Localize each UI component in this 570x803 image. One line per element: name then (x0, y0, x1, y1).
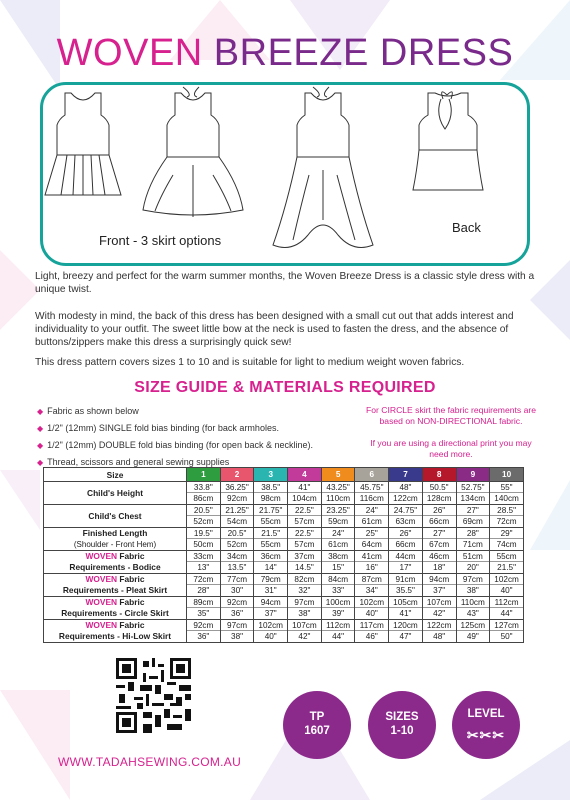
cell-value: 91cm (389, 574, 422, 585)
table-cell (187, 551, 221, 574)
badge-line-1: TP (309, 711, 325, 723)
table-cell (254, 574, 288, 597)
intro-paragraph: Light, breezy and perfect for the warm summer months, the Woven Breeze Dress is a classic style dress with a unique twist. (35, 271, 535, 295)
circle-skirt-note: For CIRCLE skirt the fabric requirements are based on NON-DIRECTIONAL fabric. (365, 405, 537, 426)
background-triangle (0, 470, 40, 530)
size-column-header: 10 (490, 468, 524, 482)
cell-value: 33" (332, 586, 345, 595)
table-cell (355, 528, 389, 551)
cell-value: 43" (466, 609, 479, 618)
cell-value: 35" (197, 609, 210, 618)
table-cell (220, 528, 254, 551)
table-cell (456, 620, 490, 643)
row-label-woven: WOVEN (85, 620, 118, 630)
cell-value: 40" (365, 609, 378, 618)
cell-value: 44" (500, 609, 513, 618)
table-cell (422, 551, 456, 574)
table-cell (220, 574, 254, 597)
cell-value: 110cm (326, 494, 351, 503)
cell-value: 24" (355, 505, 388, 516)
table-cell (456, 482, 490, 505)
cell-value: 89cm (187, 597, 220, 608)
cell-value: 92cm (187, 620, 220, 631)
cell-value: 21.5" (497, 563, 517, 572)
page-title (0, 32, 570, 75)
cell-value: 125cm (457, 620, 490, 631)
cell-value: 112cm (490, 597, 523, 608)
cell-value: 39" (332, 609, 345, 618)
table-cell (254, 505, 288, 528)
cell-value: 38cm (322, 551, 355, 562)
cell-value: 50cm (193, 540, 214, 549)
cell-value: 32" (298, 586, 311, 595)
table-cell (389, 551, 423, 574)
cell-value: 42" (433, 609, 446, 618)
sizes-badge (368, 691, 436, 759)
cell-value: 92cm (227, 494, 248, 503)
cell-value: 52cm (227, 540, 248, 549)
cell-value: 72cm (496, 517, 517, 526)
cell-value: 15" (332, 563, 345, 572)
table-row (44, 620, 524, 643)
cell-value: 61cm (328, 540, 349, 549)
cell-value: 46cm (423, 551, 456, 562)
cell-value: 104cm (292, 494, 317, 503)
table-cell (389, 482, 423, 505)
row-label-text: Child's Chest (88, 510, 142, 521)
cell-value: 38.5" (254, 482, 287, 493)
row-label-woven: WOVEN (85, 574, 118, 584)
material-text: 1/2" (12mm) SINGLE fold bias binding (for back armholes. (47, 423, 279, 433)
table-cell (422, 528, 456, 551)
table-cell (321, 597, 355, 620)
cell-value: 48" (433, 632, 446, 641)
cell-value: 102cm (490, 574, 523, 585)
row-label-subtext: Requirements - Bodice (69, 562, 161, 572)
cell-value: 42" (298, 632, 311, 641)
row-label-text: Finished Length (82, 528, 148, 538)
cell-value: 122cm (393, 494, 418, 503)
cell-value: 72cm (187, 574, 220, 585)
illustration-frame (40, 82, 530, 266)
pattern-code-badge (283, 691, 351, 759)
table-cell (288, 505, 322, 528)
cell-value: 112cm (322, 620, 355, 631)
cell-value: 46" (365, 632, 378, 641)
cell-value: 21.5" (254, 528, 287, 539)
diamond-bullet-icon: ◆ (37, 424, 44, 433)
cell-value: 94cm (423, 574, 456, 585)
material-text: 1/2" (12mm) DOUBLE fold bias binding (for open back & neckline). (47, 440, 313, 450)
cell-value: 38" (231, 632, 244, 641)
table-cell (187, 505, 221, 528)
cell-value: 34" (365, 586, 378, 595)
cell-value: 28" (457, 528, 490, 539)
size-column-header: 7 (389, 468, 423, 482)
size-header: Size (44, 468, 187, 482)
level-badge (452, 691, 520, 759)
cell-value: 50" (500, 632, 513, 641)
table-cell (187, 620, 221, 643)
size-column-header: 5 (321, 468, 355, 482)
title-woven: WOVEN (56, 32, 203, 74)
table-cell (220, 551, 254, 574)
table-cell (321, 620, 355, 643)
table-cell (355, 505, 389, 528)
table-cell (254, 528, 288, 551)
table-cell (288, 528, 322, 551)
cell-value: 110cm (457, 597, 490, 608)
cell-value: 28" (197, 586, 210, 595)
table-cell (490, 597, 524, 620)
table-cell (422, 574, 456, 597)
table-cell (490, 620, 524, 643)
cell-value: 40" (264, 632, 277, 641)
row-label-text: Fabric (119, 551, 145, 561)
row-label-subtext: Requirements - Pleat Skirt (62, 585, 168, 595)
row-label (44, 620, 187, 643)
cell-value: 27" (457, 505, 490, 516)
table-cell (389, 620, 423, 643)
materials-list (37, 403, 357, 471)
dress-front-pleat-drawing (45, 93, 121, 195)
cell-value: 107cm (423, 597, 456, 608)
table-cell (321, 482, 355, 505)
table-cell (355, 574, 389, 597)
size-column-header: 3 (254, 468, 288, 482)
cell-value: 52.75" (457, 482, 490, 493)
cell-value: 38" (466, 586, 479, 595)
size-column-header: 4 (288, 468, 322, 482)
table-cell (355, 482, 389, 505)
section-title: SIZE GUIDE & MATERIALS REQUIRED (134, 379, 436, 396)
table-row (44, 597, 524, 620)
cell-value: 74cm (496, 540, 517, 549)
table-cell (220, 597, 254, 620)
design-paragraph: With modesty in mind, the back of this dress has been designed with a small cut out that adds interest and individuality to your outfit. The sweet little bow at the neck is used to fasten the dress, and the absence of buttons/zippers make this dress a surprisingly quick sew! (35, 311, 514, 348)
table-cell (288, 620, 322, 643)
row-label-woven: WOVEN (85, 597, 118, 607)
badge-line-2: 1607 (304, 725, 330, 737)
cell-value: 51cm (457, 551, 490, 562)
dress-front-circle-drawing (143, 87, 243, 217)
table-cell (456, 574, 490, 597)
table-cell (422, 482, 456, 505)
table-cell (422, 505, 456, 528)
table-cell (187, 574, 221, 597)
cell-value: 19.5" (187, 528, 220, 539)
cell-value: 57cm (294, 517, 315, 526)
cell-value: 69cm (462, 517, 483, 526)
cell-value: 31" (264, 586, 277, 595)
website-link[interactable]: WWW.TADAHSEWING.COM.AU (58, 755, 242, 769)
cell-value: 13" (197, 563, 210, 572)
table-cell (220, 620, 254, 643)
table-cell (321, 528, 355, 551)
table-cell (456, 528, 490, 551)
table-cell (389, 505, 423, 528)
back-caption: Back (452, 220, 481, 235)
cell-value: 36.25" (221, 482, 254, 493)
cell-value: 43.25" (322, 482, 355, 493)
table-cell (187, 597, 221, 620)
background-triangle (0, 250, 40, 330)
cell-value: 116cm (359, 494, 384, 503)
cell-value: 55cm (260, 517, 281, 526)
row-label (44, 505, 187, 528)
cell-value: 22.5" (288, 505, 321, 516)
table-cell (187, 482, 221, 505)
row-label-text: Fabric (119, 574, 145, 584)
background-triangle (530, 480, 570, 550)
cell-value: 41" (288, 482, 321, 493)
badge-line-1: LEVEL (467, 708, 505, 720)
cell-value: 48" (389, 482, 422, 493)
cell-value: 98cm (260, 494, 281, 503)
cell-value: 61cm (361, 517, 382, 526)
cell-value: 97cm (457, 574, 490, 585)
size-column-header: 2 (220, 468, 254, 482)
cell-value: 23.25" (322, 505, 355, 516)
list-item (37, 403, 357, 420)
table-cell (422, 597, 456, 620)
cell-value: 36" (197, 632, 210, 641)
cell-value: 30" (231, 586, 244, 595)
table-cell (254, 597, 288, 620)
cell-value: 67cm (429, 540, 450, 549)
cell-value: 100cm (322, 597, 355, 608)
cell-value: 63cm (395, 517, 416, 526)
cell-value: 26" (389, 528, 422, 539)
cell-value: 107cm (288, 620, 321, 631)
cell-value: 13.5" (227, 563, 247, 572)
table-cell (490, 482, 524, 505)
cell-value: 82cm (288, 574, 321, 585)
cell-value: 64cm (361, 540, 382, 549)
cell-value: 86cm (193, 494, 214, 503)
cell-value: 79cm (254, 574, 287, 585)
size-column-header: 8 (422, 468, 456, 482)
row-label (44, 528, 187, 551)
cell-value: 59cm (328, 517, 349, 526)
cell-value: 52cm (193, 517, 214, 526)
title-rest: BREEZE DRESS (213, 32, 514, 74)
row-label (44, 551, 187, 574)
cell-value: 17" (399, 563, 412, 572)
table-cell (490, 551, 524, 574)
cell-value: 14.5" (294, 563, 314, 572)
cell-value: 54cm (227, 517, 248, 526)
front-caption: Front - 3 skirt options (99, 233, 222, 248)
table-cell (288, 574, 322, 597)
cell-value: 41" (399, 609, 412, 618)
cell-value: 97cm (221, 620, 254, 631)
cell-value: 18" (433, 563, 446, 572)
material-text: Thread, scissors and general sewing supplies (47, 457, 230, 467)
cell-value: 20" (466, 563, 479, 572)
cell-value: 127cm (490, 620, 523, 631)
table-row (44, 551, 524, 574)
table-cell (490, 528, 524, 551)
row-label-text: Child's Height (87, 487, 143, 498)
cell-value: 66cm (395, 540, 416, 549)
cell-value: 35.5" (396, 586, 415, 595)
table-cell (288, 482, 322, 505)
row-label-text: Fabric (119, 620, 145, 630)
diamond-bullet-icon: ◆ (37, 441, 44, 450)
cell-value: 45.75" (355, 482, 388, 493)
cell-value: 92cm (221, 597, 254, 608)
cell-value: 25" (355, 528, 388, 539)
size-column-header: 6 (355, 468, 389, 482)
cell-value: 14" (264, 563, 277, 572)
table-cell (456, 551, 490, 574)
cell-value: 84cm (322, 574, 355, 585)
cell-value: 26" (423, 505, 456, 516)
cell-value: 34cm (221, 551, 254, 562)
table-cell (321, 551, 355, 574)
table-cell (490, 574, 524, 597)
table-cell (220, 505, 254, 528)
cell-value: 140cm (494, 494, 519, 503)
table-cell (288, 597, 322, 620)
cell-value: 28.5" (490, 505, 523, 516)
cell-value: 66cm (429, 517, 450, 526)
row-label-subtext: Requirements - Circle Skirt (61, 608, 169, 618)
cell-value: 44" (332, 632, 345, 641)
cell-value: 120cm (389, 620, 422, 631)
size-column-header: 1 (187, 468, 221, 482)
size-column-header: 9 (456, 468, 490, 482)
cell-value: 97cm (288, 597, 321, 608)
cell-value: 24" (322, 528, 355, 539)
sizes-paragraph: This dress pattern covers sizes 1 to 10 and is suitable for light to medium weight woven fabrics. (35, 357, 465, 368)
material-text: Fabric as shown below (47, 406, 139, 416)
cell-value: 21.75" (254, 505, 287, 516)
qr-code-icon (116, 658, 191, 733)
cell-value: 94cm (254, 597, 287, 608)
cell-value: 105cm (389, 597, 422, 608)
cell-value: 37" (433, 586, 446, 595)
cell-value: 102cm (355, 597, 388, 608)
background-triangle (0, 690, 70, 800)
table-cell (288, 551, 322, 574)
table-row (44, 505, 524, 528)
table-cell (220, 482, 254, 505)
table-cell (355, 620, 389, 643)
table-row (44, 574, 524, 597)
table-cell (389, 574, 423, 597)
cell-value: 57cm (294, 540, 315, 549)
cell-value: 128cm (426, 494, 452, 503)
cell-value: 24.75" (389, 505, 422, 516)
cell-value: 77cm (221, 574, 254, 585)
table-cell (422, 620, 456, 643)
cell-value: 117cm (355, 620, 388, 631)
table-cell (490, 505, 524, 528)
row-label-text: Fabric (119, 597, 145, 607)
cell-value: 38" (298, 609, 311, 618)
row-label (44, 574, 187, 597)
cell-value: 47" (399, 632, 412, 641)
table-cell (254, 551, 288, 574)
cell-value: 20.5" (187, 505, 220, 516)
cell-value: 37cm (288, 551, 321, 562)
table-cell (355, 597, 389, 620)
directional-print-note: If you are using a directional print you may need more. (370, 438, 532, 459)
table-row (44, 528, 524, 551)
cell-value: 22.5" (288, 528, 321, 539)
table-cell (321, 574, 355, 597)
cell-value: 50.5" (423, 482, 456, 493)
cell-value: 122cm (423, 620, 456, 631)
size-table (43, 467, 524, 643)
table-cell (187, 528, 221, 551)
table-row (44, 482, 524, 505)
cell-value: 36cm (254, 551, 287, 562)
cell-value: 55cm (260, 540, 281, 549)
cell-value: 29" (490, 528, 523, 539)
table-cell (389, 528, 423, 551)
table-cell (254, 620, 288, 643)
cell-value: 87cm (355, 574, 388, 585)
row-label (44, 482, 187, 505)
row-label-subtext: Requirements - Hi-Low Skirt (58, 631, 172, 641)
cell-value: 49" (466, 632, 479, 641)
cell-value: 40" (500, 586, 513, 595)
table-cell (254, 482, 288, 505)
cell-value: 36" (231, 609, 244, 618)
row-label-woven: WOVEN (85, 551, 118, 561)
list-item (37, 437, 357, 454)
dress-back-drawing (413, 92, 483, 190)
cell-value: 33cm (187, 551, 220, 562)
cell-value: 134cm (460, 494, 486, 503)
dress-front-hilow-drawing (273, 87, 373, 247)
cell-value: 41cm (355, 551, 388, 562)
diamond-bullet-icon: ◆ (37, 407, 44, 416)
cell-value: 71cm (462, 540, 483, 549)
cell-value: 27" (423, 528, 456, 539)
cell-value: 55" (490, 482, 523, 493)
table-cell (456, 597, 490, 620)
cell-value: 102cm (254, 620, 287, 631)
row-label (44, 597, 187, 620)
cell-value: 20.5" (221, 528, 254, 539)
badge-line-1: SIZES (385, 711, 419, 723)
diamond-bullet-icon: ◆ (37, 458, 44, 467)
table-cell (321, 505, 355, 528)
table-cell (389, 597, 423, 620)
table-cell (355, 551, 389, 574)
badge-line-2: 1-10 (390, 725, 414, 737)
table-cell (456, 505, 490, 528)
list-item (37, 420, 357, 437)
cell-value: 21.25" (221, 505, 254, 516)
cell-value: 16" (365, 563, 378, 572)
cell-value: 37" (264, 609, 277, 618)
row-label-subtext: (Shoulder - Front Hem) (73, 540, 157, 549)
scissors-icon: ✂✂✂ (466, 727, 506, 743)
cell-value: 44cm (389, 551, 422, 562)
cell-value: 33.8" (187, 482, 220, 493)
cell-value: 55cm (490, 551, 523, 562)
